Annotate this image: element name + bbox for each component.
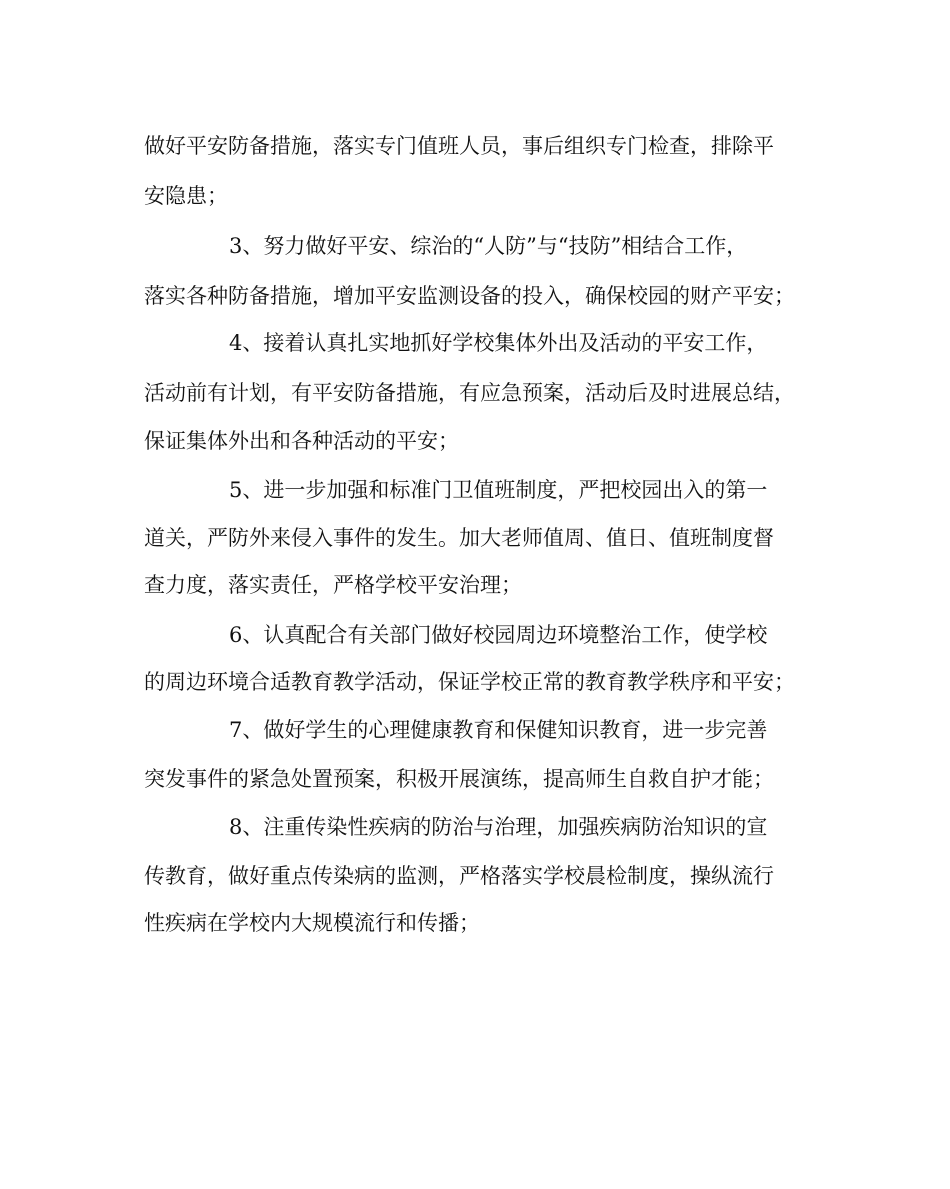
text-line: 道关，严防外来侵入事件的发生。加大老师值周、值日、值班制度督: [144, 526, 774, 550]
text-line: 8、注重传染性疾病的防治与治理，加强疾病防治知识的宣: [229, 815, 768, 839]
text-line: 的周边环境合适教育教学活动，保证学校正常的教育教学秩序和平安；: [144, 670, 795, 694]
text-line: 查力度，落实责任，严格学校平安治理；: [144, 573, 522, 597]
text-line: 安隐患；: [144, 184, 228, 208]
text-line: 突发事件的紧急处置预案，积极开展演练，提高师生自救自护才能；: [144, 767, 774, 791]
text-line: 保证集体外出和各种活动的平安；: [144, 429, 459, 453]
text-line: 3、努力做好平安、综治的“人防”与“技防”相结合工作，: [229, 234, 748, 258]
text-line: 5、进一步加强和标准门卫值班制度，严把校园出入的第一: [229, 478, 768, 502]
text-line: 性疾病在学校内大规模流行和传播；: [144, 911, 480, 935]
text-line: 4、接着认真扎实地抓好学校集体外出及活动的平安工作，: [229, 331, 768, 355]
text-line: 落实各种防备措施，增加平安监测设备的投入，确保校园的财产平安；: [144, 284, 795, 308]
text-line: 6、认真配合有关部门做好校园周边环境整治工作，使学校: [229, 623, 768, 647]
text-line: 7、做好学生的心理健康教育和保健知识教育，进一步完善: [229, 718, 768, 742]
text-line: 传教育，做好重点传染病的监测，严格落实学校晨检制度，操纵流行: [144, 864, 774, 888]
text-line: 活动前有计划，有平安防备措施，有应急预案，活动后及时进展总结，: [144, 381, 795, 405]
text-line: 做好平安防备措施，落实专门值班人员，事后组织专门检查，排除平: [144, 134, 774, 158]
